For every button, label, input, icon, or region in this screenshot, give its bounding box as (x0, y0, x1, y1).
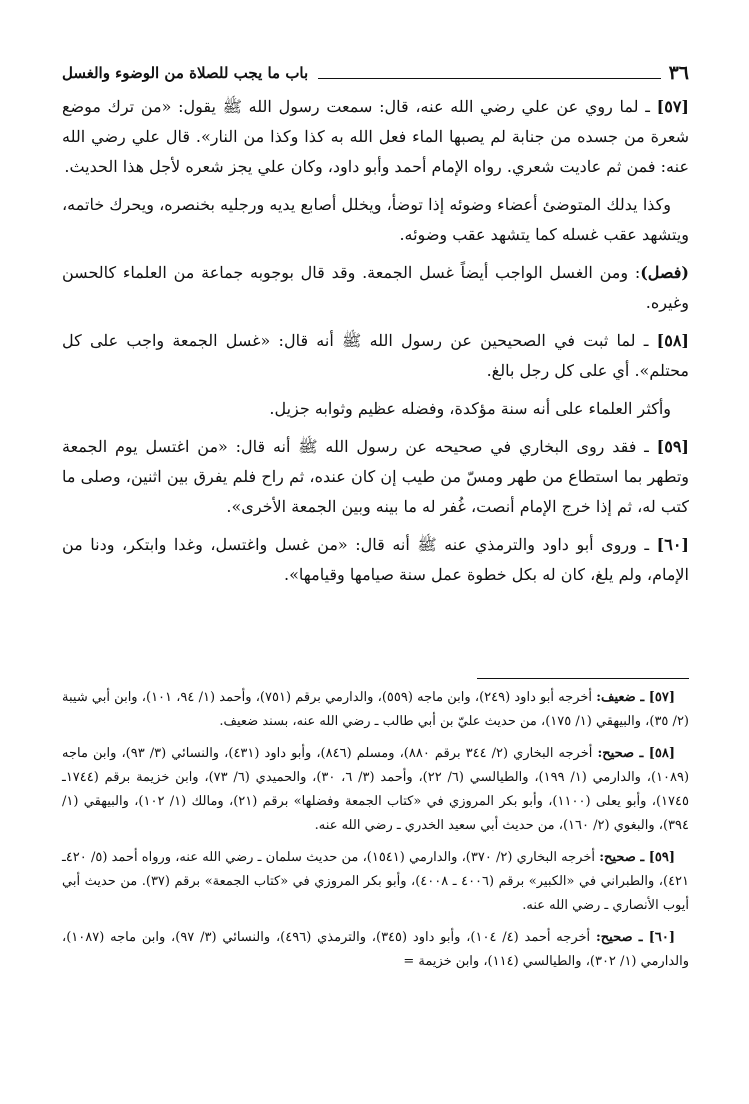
grade-label: ـ صحيح: (599, 850, 649, 865)
paragraph-60 (62, 530, 689, 590)
paragraph-59 (62, 432, 689, 522)
footnote-number: [٥٨] (648, 746, 676, 761)
page-number: ٣٦ (668, 62, 689, 84)
footnotes (62, 686, 689, 982)
footnote-number: [٥٩] (648, 850, 675, 865)
main-text (62, 92, 689, 598)
footnote-60 (62, 926, 689, 974)
footnote-58 (62, 742, 689, 838)
footnote-text: أخرجه أحمد (٤/ ١٠٤)، وأبو داود (٣٤٥)، والترمذي (٤٩٦)، والنسائي (٣/ ٩٧)، وابن ماجه (١٠٨٧)، والدارمي (١/ ٣٠٢)، والطيالسي (١١٤)، وابن خزيمة = (62, 930, 689, 969)
footnote-57 (62, 686, 689, 734)
paragraph-58 (62, 326, 689, 386)
footnote-separator (477, 678, 689, 679)
paragraph-text: ـ وروى أبو داود والترمذي عنه ﷺ أنه قال: «من غسل واغتسل، وغدا وابتكر، ودنا من الإمام، ولم يلغ، كان له بكل خطوة عمل سنة صيامها وقيامها». (62, 535, 689, 584)
paragraph-ulama (62, 394, 689, 424)
footnote-59 (62, 846, 689, 918)
grade-label: ـ صحيح: (595, 930, 649, 945)
paragraph-text: : ومن الغسل الواجب أيضاً غسل الجمعة. وقد قال بوجوبه جماعة من العلماء كالحسن وغيره. (62, 263, 689, 312)
paragraph-fasl (62, 258, 689, 318)
hadith-number: [٦٠] (656, 535, 689, 554)
footnote-text: أخرجه البخاري (٢/ ٣٤٤ برقم ٨٨٠)، ومسلم (٨٤٦)، وأبو داود (٤٣١)، والنسائي (٣/ ٩٣)، وابن ماجه (١٠٨٩)، والدارمي (١/ ١٩٩)، والطيالسي (٦/ ٢٢)، وأحمد (٣/ ٦، ٣٠)، والحميدي (٦/ ٧٣)، وابن خزيمة برقم (١٧٤٤ـ ١٧٤٥)، وأبو يعلى (١١٠٠)، وأبو بكر المروزي في «كتاب الجمعة وفضلها» برقم (٢١)، ومالك (١/ ١٠٢)، والبيهقي (١/ ٣٩٤)، والبغوي (٢/ ١٦٠)، من حديث أبي سعيد الخدري ـ رضي الله عنه. (62, 746, 690, 833)
hadith-number: [٥٩] (656, 437, 689, 456)
paragraph-text: وأكثر العلماء على أنه سنة مؤكدة، وفضله عظيم وثوابه جزيل. (269, 399, 671, 418)
paragraph-text: ـ لما ثبت في الصحيحين عن رسول الله ﷺ أنه قال: «غسل الجمعة واجب على كل محتلم». أي على كل رجل بالغ. (62, 331, 689, 380)
header-rule (318, 78, 660, 79)
paragraph-text: ـ فقد روى البخاري في صحيحه عن رسول الله ﷺ أنه قال: «من اغتسل يوم الجمعة وتطهر بما استطاع من طهر ومسّ من طيب إن كان عنده، ثم راح فلم يفرق بين اثنين، وصلى ما كتب له، ثم إذا خرج الإمام أنصت، غُفر له ما بينه وبين الجمعة الأخرى». (62, 437, 689, 516)
paragraph-wudu (62, 190, 689, 250)
chapter-title: باب ما يجب للصلاة من الوضوء والغسل (62, 64, 309, 82)
footnote-number: [٦٠] (648, 930, 675, 945)
footnote-text: أخرجه أبو داود (٢٤٩)، وابن ماجه (٥٥٩)، والدارمي برقم (٧٥١)، وأحمد (١/ ٩٤، ١٠١)، وابن أبي شيبة (٢/ ٣٥)، والبيهقي (١/ ١٧٥)، من حديث عليّ بن أبي طالب ـ رضي الله عنه، بسند ضعيف. (62, 690, 689, 729)
paragraph-text: ـ لما روي عن علي رضي الله عنه، قال: سمعت رسول الله ﷺ يقول: «من ترك موضع شعرة من جسده من جنابة لم يصبها الماء فعل الله به كذا وكذا من النار». قال علي رضي الله عنه: فمن ثم عاديت شعري. رواه الإمام أحمد وأبو داود، وكان علي يجز شعره لأجل هذا الحديث. (62, 97, 689, 176)
paragraph-text: وكذا يدلك المتوضئ أعضاء وضوئه إذا توضأ، ويخلل أصابع يديه ورجليه بخنصره، ويحرك خاتمه، ويتشهد عقب غسله كما يتشهد عقب وضوئه. (62, 195, 689, 244)
hadith-number: [٥٨] (656, 331, 689, 350)
page-header (62, 58, 689, 84)
paragraph-57 (62, 92, 689, 182)
footnote-text: أخرجه البخاري (٢/ ٣٧٠)، والدارمي (١٥٤١)، من حديث سلمان ـ رضي الله عنه، ورواه أحمد (٥/ ٤٢٠ـ ٤٢١)، والطبراني في «الكبير» برقم (٤٠٠٦ ـ ٤٠٠٨)، وأبو بكر المروزي في «كتاب الجمعة» برقم (٣٧). من حديث أبي أيوب الأنصاري ـ رضي الله عنه. (62, 850, 690, 913)
grade-label: ـ صحيح: (597, 746, 649, 761)
footnote-number: [٥٧] (648, 690, 676, 705)
section-label: (فصل) (640, 263, 689, 282)
grade-label: ـ ضعيف: (596, 690, 649, 705)
hadith-number: [٥٧] (656, 97, 689, 116)
